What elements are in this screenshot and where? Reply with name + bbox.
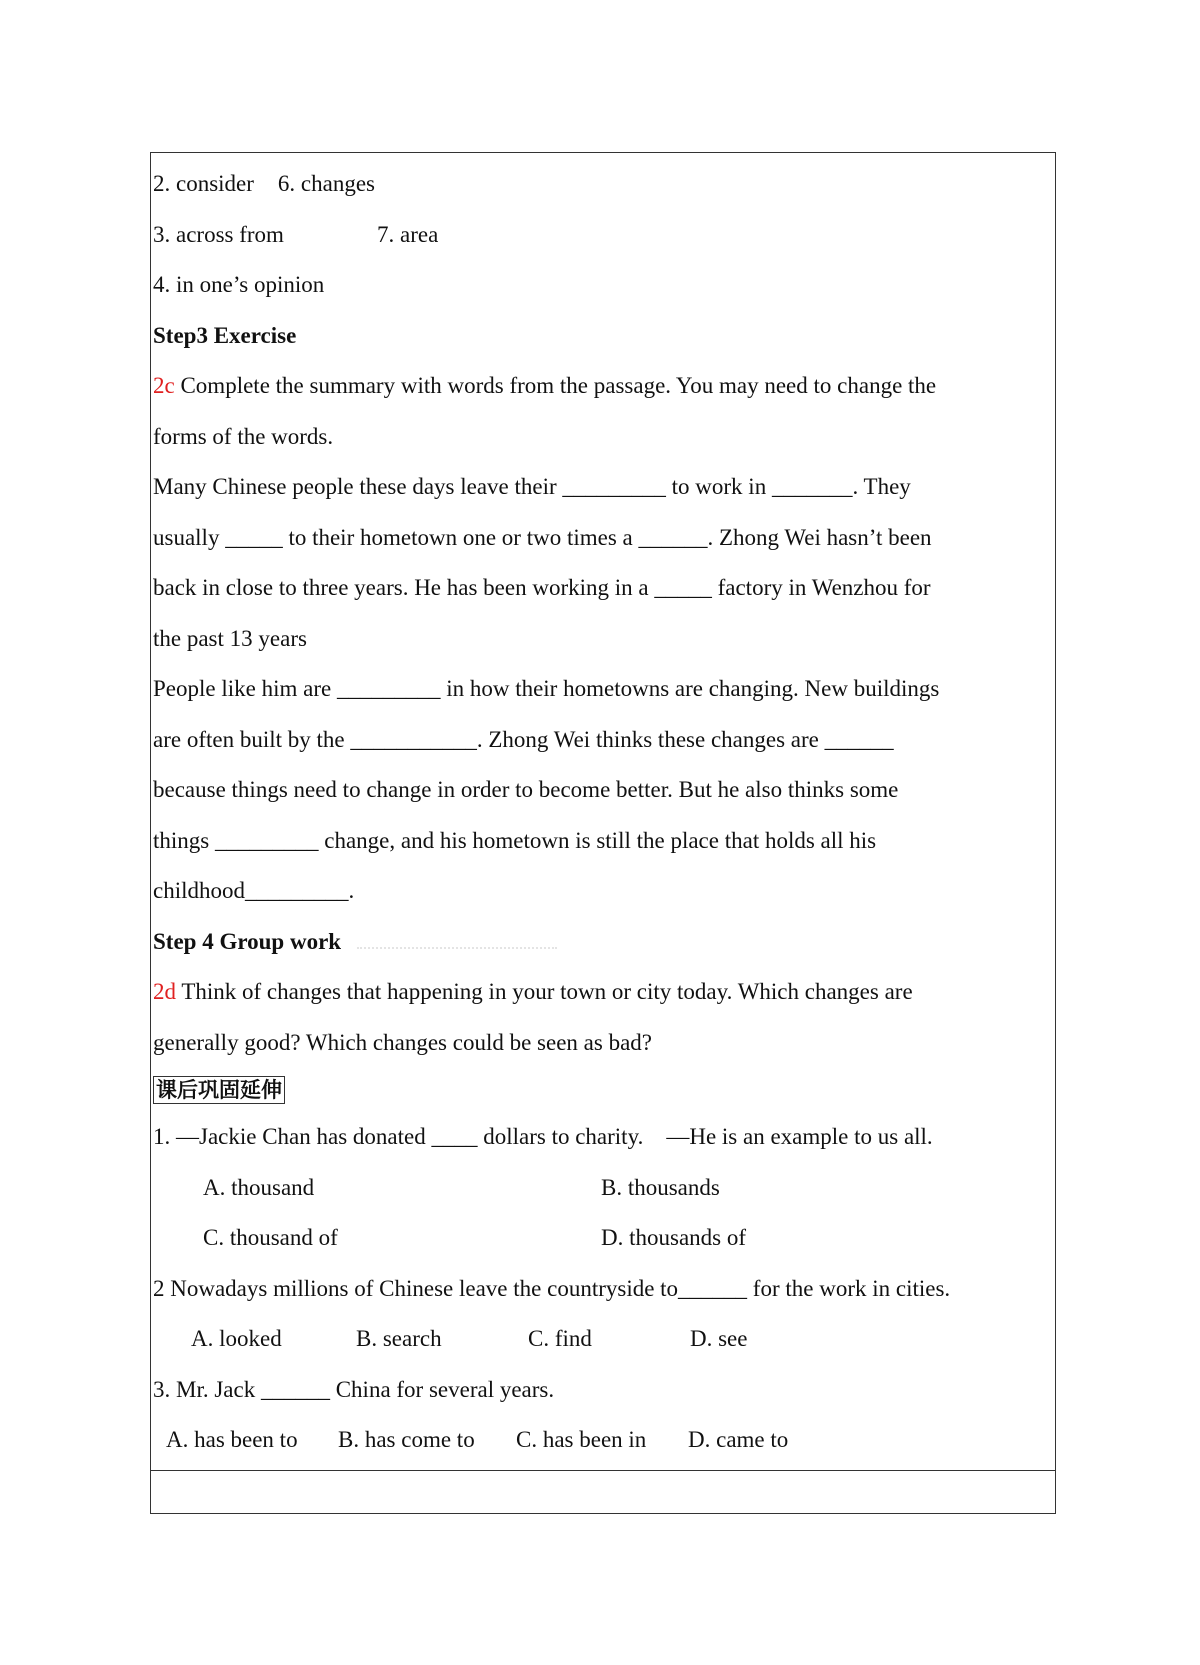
step3-instruction [153, 361, 1055, 412]
vocab-line-3 [153, 210, 1055, 261]
exercise-tag: 2c [153, 373, 175, 398]
summary-line: People like him are _________ in how their hometowns are changing. New buildings [153, 676, 940, 701]
step4-heading: Step 4 Group work [153, 928, 342, 954]
worksheet-content-cell [151, 153, 1055, 1470]
question-options [153, 1163, 1055, 1214]
vocab-line-2 [153, 159, 1055, 210]
homework-label: 课后巩固延伸 [153, 1076, 285, 1104]
exercise-tag: 2d [153, 979, 176, 1004]
summary-line: because things need to change in order to become better. But he also thinks some [153, 777, 899, 802]
instruction-text: Complete the summary with words from the passage. You may need to change the [174, 373, 937, 398]
step4-instruction [153, 967, 1055, 1018]
option-d: D. see [690, 1326, 748, 1351]
question-stem: 3. Mr. Jack ______ China for several years. [153, 1376, 555, 1402]
option-b: B. search [356, 1326, 442, 1351]
question-options [153, 1314, 1055, 1365]
summary-line: are often built by the ___________. Zhong Wei thinks these changes are ______ [153, 726, 894, 752]
option-a: A. looked [191, 1326, 282, 1351]
vocab-item: 3. across from [153, 221, 284, 247]
empty-table-row [151, 1470, 1055, 1513]
option-a: A. has been to [166, 1427, 298, 1452]
summary-line: childhood_________. [153, 878, 355, 903]
question-options [153, 1213, 1055, 1264]
question-stem: 2 Nowadays millions of Chinese leave the countryside to______ for the work in cities. [153, 1275, 951, 1301]
option-b: B. has come to [338, 1427, 475, 1452]
option-a: A. thousand [203, 1174, 315, 1200]
summary-line: back in close to three years. He has been working in a _____ factory in Wenzhou for [153, 575, 931, 600]
instruction-text: Think of changes that happening in your town or city today. Which changes are [176, 979, 913, 1004]
step3-heading: Step3 Exercise [153, 322, 297, 348]
vocab-line-4 [153, 260, 1055, 311]
homework-label-row [153, 1068, 1055, 1112]
faint-watermark [357, 937, 557, 949]
worksheet-table [150, 152, 1056, 1514]
step3-instruction-cont: forms of the words. [153, 423, 334, 449]
summary-line: the past 13 years [153, 625, 307, 651]
question-stem: 1. —Jackie Chan has donated ____ dollars to charity. —He is an example to us all. [153, 1124, 933, 1149]
step4-heading-row [153, 917, 1055, 968]
vocab-item: 7. area [377, 221, 439, 247]
option-d: D. thousands of [601, 1225, 747, 1250]
option-d: D. came to [688, 1427, 789, 1452]
vocab-item: 4. in one’s opinion [153, 272, 325, 297]
step4-instruction-cont: generally good? Which changes could be seen as bad? [153, 1029, 652, 1055]
vocab-item: 2. consider [153, 171, 254, 196]
summary-line: things _________ change, and his hometown is still the place that holds all his [153, 827, 877, 853]
option-c: C. find [528, 1326, 592, 1351]
option-c: C. thousand of [203, 1225, 338, 1250]
option-b: B. thousands [601, 1174, 720, 1200]
question-options [153, 1415, 1055, 1466]
option-c: C. has been in [516, 1427, 647, 1452]
summary-line: Many Chinese people these days leave their _________ to work in _______. They [153, 474, 911, 499]
vocab-item: 6. changes [277, 171, 375, 196]
summary-line: usually _____ to their hometown one or two times a ______. Zhong Wei hasn’t been [153, 524, 932, 550]
